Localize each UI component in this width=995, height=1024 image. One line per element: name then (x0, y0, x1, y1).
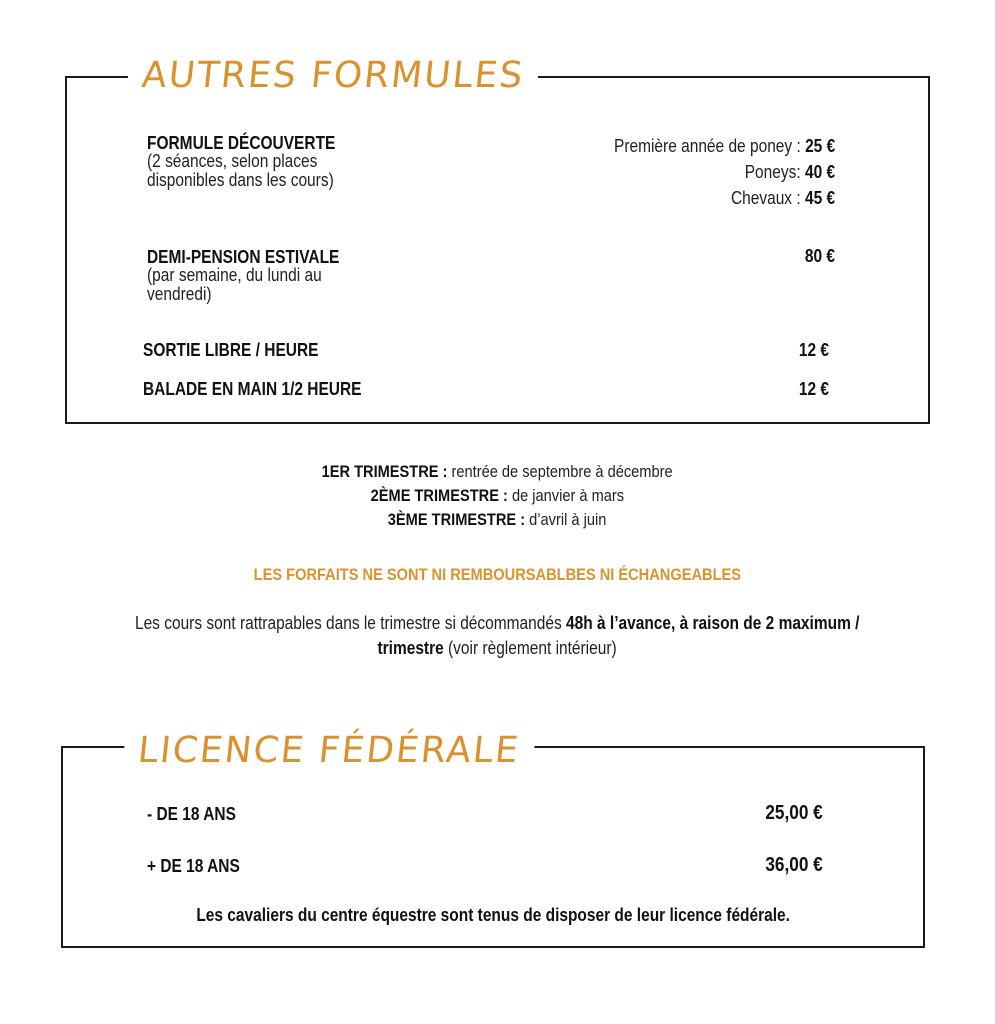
sortie-price: 12 € (798, 340, 829, 360)
sortie-price-wrap (794, 337, 829, 363)
decouverte-sub2: disponibles dans les cours) (147, 170, 334, 190)
licence-label-plus18: + DE 18 ANS (147, 856, 240, 876)
demi-pension-sub2: vendredi) (147, 284, 212, 304)
licence-row-plus18 (147, 855, 255, 877)
balade-row (143, 378, 397, 400)
price-line-chevaux: Chevaux : 45 € (730, 188, 835, 208)
demi-pension-price-wrap (800, 243, 835, 269)
autres-formules-title: AUTRES FORMULES (126, 56, 540, 96)
forfaits-notice: LES FORFAITS NE SONT NI REMBOURSABLBES NI ÉCHANGEABLES (253, 565, 742, 584)
rattrapage-line-2: trimestre (voir règlement intérieur) (377, 638, 618, 658)
demi-pension-sub1: (par semaine, du lundi au (147, 265, 322, 285)
licence-label-minus18: - DE 18 ANS (147, 804, 236, 824)
licence-price-minus18-wrap (756, 800, 823, 826)
decouverte-sub1: (2 séances, selon places (147, 151, 318, 171)
trimestre-2: 2ÈME TRIMESTRE : de janvier à mars (370, 486, 625, 505)
balade-label: BALADE EN MAIN 1/2 HEURE (143, 379, 362, 399)
licence-title: LICENCE FÉDÉRALE (122, 731, 536, 771)
demi-pension-label: DEMI-PENSION ESTIVALE (147, 247, 340, 267)
price-line-premiere: Première année de poney : 25 € (613, 136, 835, 156)
decouverte-prices (578, 133, 835, 211)
trimestre-1: 1ER TRIMESTRE : rentrée de septembre à décembre (321, 462, 674, 481)
decouverte-label: FORMULE DÉCOUVERTE (147, 133, 336, 153)
demi-pension-block (147, 246, 371, 306)
licence-note: Les cavaliers du centre équestre sont tenus de disposer de leur licence fédérale. (196, 905, 790, 925)
trimestre-3: 3ÈME TRIMESTRE : d’avril à juin (388, 510, 607, 529)
licence-price-plus18-wrap (756, 852, 823, 878)
balade-price: 12 € (798, 379, 829, 399)
licence-price-plus18: 36,00 € (765, 854, 823, 876)
price-line-poneys: Poneys: 40 € (744, 162, 835, 182)
demi-pension-price: 80 € (804, 246, 835, 266)
decouverte-block (147, 132, 366, 192)
sortie-row (143, 339, 347, 361)
licence-price-minus18: 25,00 € (765, 802, 823, 824)
sortie-label: SORTIE LIBRE / HEURE (143, 340, 319, 360)
licence-note-wrap (61, 903, 925, 927)
licence-row-minus18 (147, 803, 250, 825)
balade-price-wrap (794, 376, 829, 402)
rattrapage-line-1: Les cours sont rattrapables dans le trimestre si décommandés 48h à l’avance, à raison de 2 maximum / (135, 613, 860, 633)
